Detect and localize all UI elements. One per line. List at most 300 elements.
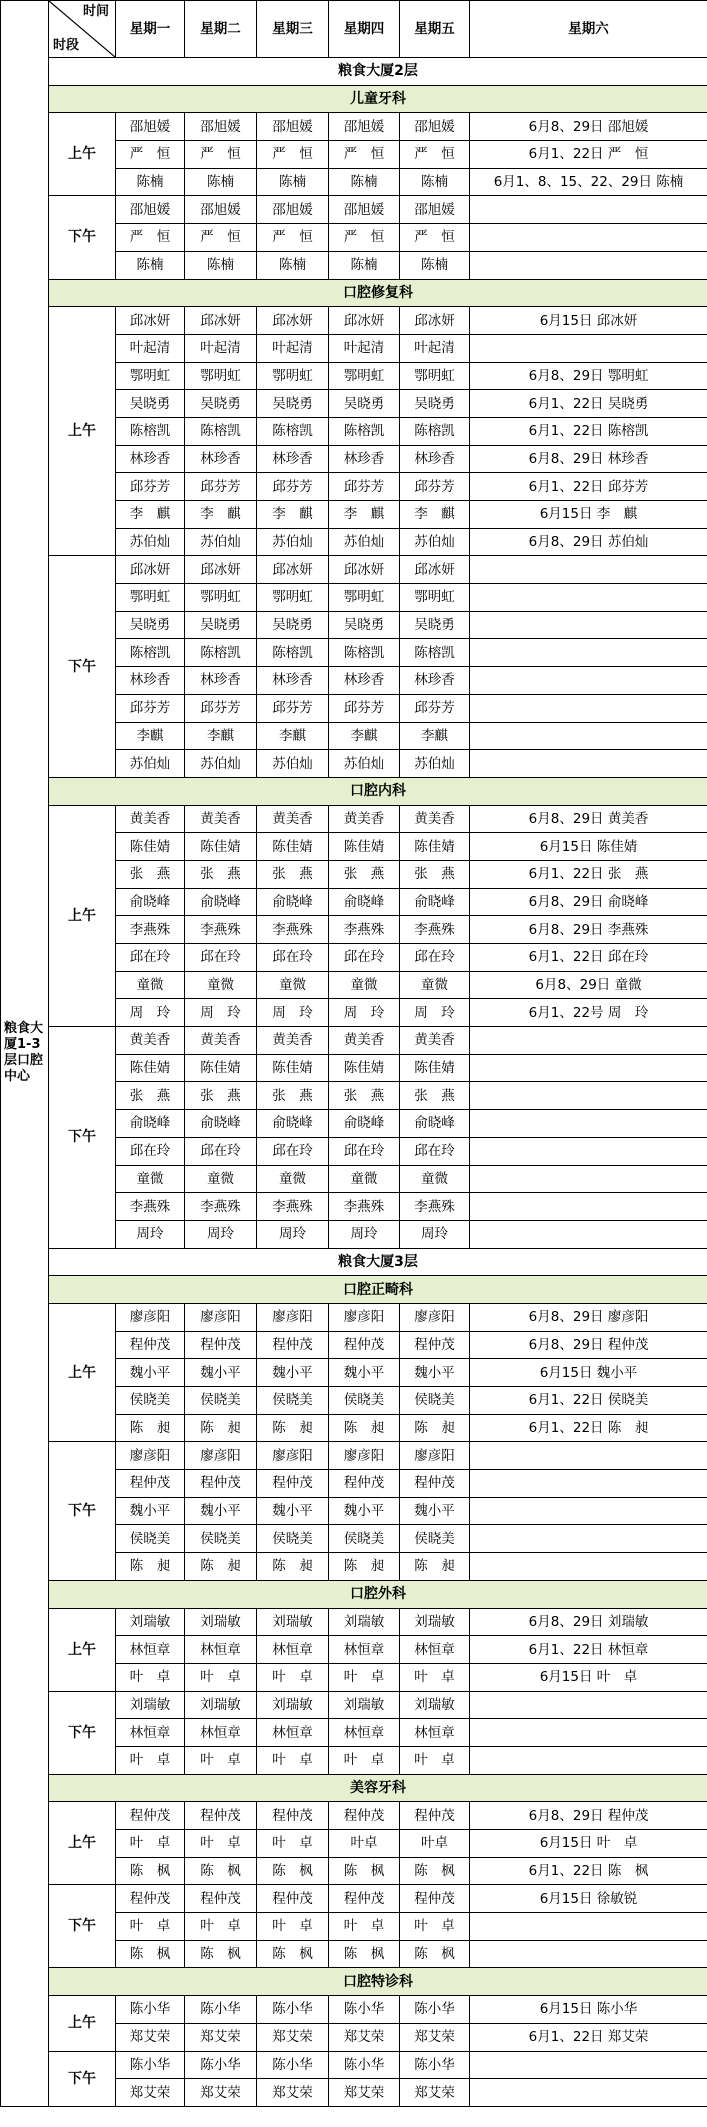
doctor-cell: 邵旭媛 [329, 113, 400, 141]
doctor-cell: 侯晓美 [116, 1525, 185, 1553]
doctor-cell: 魏小平 [116, 1359, 185, 1387]
saturday-cell: 6月15日 邱冰妍 [470, 307, 707, 335]
doctor-cell: 陈小华 [116, 2051, 185, 2079]
header-row [1, 1, 707, 58]
doctor-cell: 林珍香 [400, 667, 470, 695]
doctor-cell: 叶 卓 [116, 1663, 185, 1691]
doctor-cell: 叶 卓 [116, 1830, 185, 1858]
doctor-cell: 郑艾荣 [257, 2079, 329, 2107]
doctor-cell: 叶 卓 [185, 1746, 257, 1774]
doctor-cell: 李燕殊 [257, 916, 329, 944]
saturday-cell: 6月1、8、15、22、29日 陈楠 [470, 168, 707, 196]
department-title: 美容牙科 [49, 1774, 707, 1802]
doctor-cell: 陈 昶 [257, 1414, 329, 1442]
doctor-cell: 俞晓峰 [329, 1110, 400, 1138]
doctor-cell: 林恒章 [185, 1719, 257, 1747]
doctor-cell: 邱冰妍 [329, 307, 400, 335]
doctor-cell: 廖彦阳 [257, 1442, 329, 1470]
doctor-cell: 李麒 [116, 722, 185, 750]
doctor-cell: 程仲茂 [185, 1802, 257, 1830]
doctor-cell: 张 燕 [185, 860, 257, 888]
department-row [1, 1968, 707, 1996]
doctor-cell: 周玲 [329, 1220, 400, 1248]
saturday-cell [470, 1137, 707, 1165]
doctor-cell: 邵旭媛 [116, 113, 185, 141]
doctor-cell: 吴晓勇 [185, 390, 257, 418]
doctor-cell: 邱在玲 [257, 1137, 329, 1165]
department-title: 口腔修复科 [49, 279, 707, 307]
period-label: 下午 [49, 556, 116, 778]
doctor-cell: 黄美香 [400, 805, 470, 833]
doctor-cell: 李 麒 [257, 501, 329, 529]
period-label: 上午 [49, 1608, 116, 1691]
doctor-cell: 童微 [400, 971, 470, 999]
table-row [1, 1802, 707, 1830]
doctor-cell: 张 燕 [116, 1082, 185, 1110]
doctor-cell: 张 燕 [400, 860, 470, 888]
doctor-cell: 陈佳婧 [257, 1054, 329, 1082]
doctor-cell: 鄂明虹 [116, 584, 185, 612]
doctor-cell: 程仲茂 [329, 1802, 400, 1830]
doctor-cell: 童微 [329, 1165, 400, 1193]
period-label: 下午 [49, 196, 116, 279]
doctor-cell: 林恒章 [400, 1636, 470, 1664]
doctor-cell: 陈 昶 [400, 1553, 470, 1581]
saturday-cell: 6月15日 李 麒 [470, 501, 707, 529]
doctor-cell: 魏小平 [185, 1359, 257, 1387]
doctor-cell: 周玲 [116, 1220, 185, 1248]
doctor-cell: 陈小华 [329, 1996, 400, 2024]
doctor-cell: 陈楠 [257, 251, 329, 279]
saturday-cell [470, 1082, 707, 1110]
doctor-cell: 陈 枫 [116, 1940, 185, 1968]
doctor-cell: 陈 昶 [185, 1414, 257, 1442]
doctor-cell: 邱冰妍 [329, 556, 400, 584]
doctor-cell: 陈 昶 [257, 1553, 329, 1581]
doctor-cell: 吴晓勇 [185, 611, 257, 639]
doctor-cell: 邱在玲 [116, 1137, 185, 1165]
doctor-cell: 俞晓峰 [185, 888, 257, 916]
doctor-cell: 郑艾荣 [116, 2079, 185, 2107]
saturday-cell: 6月15日 陈佳婧 [470, 833, 707, 861]
doctor-cell: 林恒章 [400, 1719, 470, 1747]
doctor-cell: 吴晓勇 [257, 390, 329, 418]
doctor-cell: 叶 卓 [257, 1913, 329, 1941]
saturday-cell [470, 584, 707, 612]
doctor-cell: 李 麒 [329, 501, 400, 529]
doctor-cell: 林珍香 [185, 445, 257, 473]
doctor-cell: 黄美香 [116, 805, 185, 833]
doctor-cell: 黄美香 [329, 1027, 400, 1055]
table-row [1, 113, 707, 141]
doctor-cell: 程仲茂 [257, 1802, 329, 1830]
doctor-cell: 廖彦阳 [329, 1303, 400, 1331]
doctor-cell: 李麒 [257, 722, 329, 750]
doctor-cell: 陈 昶 [185, 1553, 257, 1581]
doctor-cell: 鄂明虹 [116, 362, 185, 390]
department-title: 儿童牙科 [49, 85, 707, 113]
doctor-cell: 黄美香 [185, 805, 257, 833]
doctor-cell: 严 恒 [400, 141, 470, 169]
doctor-cell: 刘瑞敏 [116, 1691, 185, 1719]
doctor-cell: 陈 昶 [116, 1414, 185, 1442]
period-label: 下午 [49, 2051, 116, 2106]
doctor-cell: 童微 [116, 971, 185, 999]
saturday-cell [470, 1913, 707, 1941]
doctor-cell: 侯晓美 [257, 1525, 329, 1553]
doctor-cell: 林珍香 [257, 445, 329, 473]
doctor-cell: 吴晓勇 [329, 390, 400, 418]
doctor-cell: 林恒章 [116, 1719, 185, 1747]
doctor-cell: 叶起清 [185, 334, 257, 362]
doctor-cell: 黄美香 [116, 1027, 185, 1055]
saturday-cell [470, 196, 707, 224]
doctor-cell: 林珍香 [257, 667, 329, 695]
doctor-cell: 邱在玲 [257, 944, 329, 972]
doctor-cell: 陈佳婧 [400, 1054, 470, 1082]
doctor-cell: 陈 枫 [185, 1857, 257, 1885]
doctor-cell: 程仲茂 [257, 1885, 329, 1913]
doctor-cell: 侯晓美 [329, 1525, 400, 1553]
doctor-cell: 叶 卓 [329, 1663, 400, 1691]
doctor-cell: 陈楠 [329, 251, 400, 279]
doctor-cell: 邱在玲 [400, 1137, 470, 1165]
saturday-cell [470, 2079, 707, 2107]
doctor-cell: 俞晓峰 [329, 888, 400, 916]
doctor-cell: 李燕殊 [185, 1193, 257, 1221]
doctor-cell: 严 恒 [257, 141, 329, 169]
saturday-cell: 6月15日 叶 卓 [470, 1663, 707, 1691]
doctor-cell: 程仲茂 [116, 1885, 185, 1913]
doctor-cell: 陈楠 [257, 168, 329, 196]
time-slot-corner [49, 1, 116, 58]
doctor-cell: 郑艾荣 [329, 2079, 400, 2107]
doctor-cell: 郑艾荣 [257, 2023, 329, 2051]
doctor-cell: 陈佳婧 [329, 833, 400, 861]
doctor-cell: 叶 卓 [116, 1913, 185, 1941]
doctor-cell: 邵旭媛 [257, 113, 329, 141]
doctor-cell: 鄂明虹 [257, 584, 329, 612]
saturday-cell: 6月8、29日 李燕殊 [470, 916, 707, 944]
doctor-cell: 廖彦阳 [329, 1442, 400, 1470]
doctor-cell: 程仲茂 [185, 1885, 257, 1913]
doctor-cell: 陈榕凯 [257, 639, 329, 667]
doctor-cell: 李燕殊 [116, 1193, 185, 1221]
floor-title: 粮食大厦3层 [49, 1248, 707, 1276]
doctor-cell: 邵旭媛 [185, 196, 257, 224]
doctor-cell: 陈 枫 [257, 1857, 329, 1885]
doctor-cell: 俞晓峰 [400, 1110, 470, 1138]
doctor-cell: 黄美香 [257, 1027, 329, 1055]
doctor-cell: 林恒章 [185, 1636, 257, 1664]
saturday-cell [470, 556, 707, 584]
doctor-cell: 陈小华 [257, 1996, 329, 2024]
doctor-cell: 黄美香 [257, 805, 329, 833]
doctor-cell: 陈佳婧 [400, 833, 470, 861]
doctor-cell: 林珍香 [400, 445, 470, 473]
doctor-cell: 叶 卓 [400, 1913, 470, 1941]
period-label: 下午 [49, 1885, 116, 1968]
doctor-cell: 苏伯灿 [400, 528, 470, 556]
doctor-cell: 邵旭媛 [185, 113, 257, 141]
doctor-cell: 刘瑞敏 [400, 1691, 470, 1719]
doctor-cell: 邱芬芳 [400, 473, 470, 501]
doctor-cell: 叶卓 [400, 1830, 470, 1858]
saturday-cell: 6月1、22日 吴晓勇 [470, 390, 707, 418]
doctor-cell: 周 玲 [257, 999, 329, 1027]
doctor-cell: 李麒 [185, 722, 257, 750]
table-row [1, 307, 707, 335]
doctor-cell: 林珍香 [116, 667, 185, 695]
doctor-cell: 陈楠 [116, 168, 185, 196]
doctor-cell: 张 燕 [116, 860, 185, 888]
doctor-cell: 鄂明虹 [329, 362, 400, 390]
doctor-cell: 侯晓美 [400, 1387, 470, 1415]
doctor-cell: 魏小平 [400, 1359, 470, 1387]
doctor-cell: 郑艾荣 [116, 2023, 185, 2051]
saturday-cell: 6月8、29日 程仲茂 [470, 1802, 707, 1830]
doctor-cell: 邱芬芳 [257, 473, 329, 501]
doctor-cell: 林恒章 [116, 1636, 185, 1664]
doctor-cell: 严 恒 [116, 141, 185, 169]
department-title: 口腔正畸科 [49, 1276, 707, 1304]
doctor-cell: 陈楠 [185, 168, 257, 196]
doctor-cell: 侯晓美 [116, 1387, 185, 1415]
doctor-cell: 程仲茂 [116, 1470, 185, 1498]
doctor-cell: 叶起清 [400, 334, 470, 362]
doctor-cell: 程仲茂 [257, 1470, 329, 1498]
saturday-cell: 6月15日 魏小平 [470, 1359, 707, 1387]
doctor-cell: 陈 枫 [400, 1940, 470, 1968]
doctor-cell: 叶起清 [116, 334, 185, 362]
doctor-cell: 廖彦阳 [400, 1442, 470, 1470]
doctor-cell: 程仲茂 [116, 1802, 185, 1830]
department-title: 口腔内科 [49, 777, 707, 805]
doctor-cell: 严 恒 [116, 224, 185, 252]
doctor-cell: 童微 [185, 1165, 257, 1193]
doctor-cell: 陈楠 [116, 251, 185, 279]
doctor-cell: 郑艾荣 [400, 2023, 470, 2051]
doctor-cell: 廖彦阳 [257, 1303, 329, 1331]
doctor-cell: 陈佳婧 [185, 833, 257, 861]
doctor-cell: 陈佳婧 [116, 833, 185, 861]
saturday-cell: 6月8、29日 苏伯灿 [470, 528, 707, 556]
doctor-cell: 俞晓峰 [400, 888, 470, 916]
doctor-cell: 邱芬芳 [257, 694, 329, 722]
doctor-cell: 邱冰妍 [185, 307, 257, 335]
doctor-cell: 吴晓勇 [400, 390, 470, 418]
doctor-cell: 叶卓 [329, 1830, 400, 1858]
doctor-cell: 陈榕凯 [116, 639, 185, 667]
doctor-cell: 李燕殊 [116, 916, 185, 944]
saturday-cell: 6月8、29日 童微 [470, 971, 707, 999]
period-label: 上午 [49, 1802, 116, 1885]
doctor-cell: 程仲茂 [400, 1885, 470, 1913]
doctor-cell: 邵旭媛 [329, 196, 400, 224]
saturday-cell: 6月1、22日 林恒章 [470, 1636, 707, 1664]
doctor-cell: 邱冰妍 [400, 556, 470, 584]
table-row [1, 1442, 707, 1470]
doctor-cell: 严 恒 [185, 224, 257, 252]
period-label: 下午 [49, 1691, 116, 1774]
doctor-cell: 叶 卓 [257, 1830, 329, 1858]
doctor-cell: 俞晓峰 [257, 1110, 329, 1138]
doctor-cell: 李 麒 [185, 501, 257, 529]
doctor-cell: 周玲 [185, 1220, 257, 1248]
doctor-cell: 魏小平 [257, 1497, 329, 1525]
doctor-cell: 侯晓美 [185, 1387, 257, 1415]
doctor-cell: 叶 卓 [257, 1663, 329, 1691]
doctor-cell: 吴晓勇 [329, 611, 400, 639]
doctor-cell: 黄美香 [185, 1027, 257, 1055]
saturday-cell [470, 1193, 707, 1221]
saturday-cell [470, 1940, 707, 1968]
doctor-cell: 邱在玲 [116, 944, 185, 972]
doctor-cell: 鄂明虹 [400, 362, 470, 390]
doctor-cell: 林珍香 [329, 667, 400, 695]
saturday-cell [470, 639, 707, 667]
doctor-cell: 邱冰妍 [116, 556, 185, 584]
doctor-cell: 俞晓峰 [185, 1110, 257, 1138]
saturday-cell [470, 694, 707, 722]
doctor-cell: 陈 枫 [185, 1940, 257, 1968]
doctor-cell: 陈小华 [329, 2051, 400, 2079]
saturday-cell: 6月8、29日 俞晓峰 [470, 888, 707, 916]
doctor-cell: 魏小平 [257, 1359, 329, 1387]
doctor-cell: 程仲茂 [400, 1802, 470, 1830]
doctor-cell: 李 麒 [400, 501, 470, 529]
saturday-cell [470, 1442, 707, 1470]
table-row [1, 2051, 707, 2079]
saturday-cell [470, 224, 707, 252]
doctor-cell: 程仲茂 [185, 1470, 257, 1498]
department-title: 口腔特诊科 [49, 1968, 707, 1996]
slot-header-label: 时段 [53, 38, 80, 53]
doctor-cell: 邱芬芳 [116, 694, 185, 722]
doctor-cell: 陈佳婧 [257, 833, 329, 861]
doctor-cell: 张 燕 [185, 1082, 257, 1110]
doctor-cell: 俞晓峰 [116, 1110, 185, 1138]
doctor-cell: 苏伯灿 [257, 750, 329, 778]
saturday-cell [470, 722, 707, 750]
doctor-cell: 邱在玲 [185, 1137, 257, 1165]
doctor-cell: 苏伯灿 [116, 528, 185, 556]
doctor-cell: 郑艾荣 [329, 2023, 400, 2051]
doctor-cell: 吴晓勇 [257, 611, 329, 639]
doctor-cell: 严 恒 [329, 141, 400, 169]
doctor-cell: 邱芬芳 [185, 473, 257, 501]
doctor-cell: 邱芬芳 [116, 473, 185, 501]
floor-title: 粮食大厦2层 [49, 58, 707, 86]
period-label: 上午 [49, 307, 116, 556]
doctor-cell: 郑艾荣 [185, 2079, 257, 2107]
saturday-cell [470, 1746, 707, 1774]
doctor-cell: 程仲茂 [185, 1331, 257, 1359]
doctor-cell: 廖彦阳 [185, 1303, 257, 1331]
doctor-cell: 张 燕 [329, 1082, 400, 1110]
doctor-cell: 苏伯灿 [185, 528, 257, 556]
saturday-cell [470, 1054, 707, 1082]
doctor-cell: 李麒 [400, 722, 470, 750]
table-row [1, 1027, 707, 1055]
saturday-cell: 6月1、22号 周 玲 [470, 999, 707, 1027]
department-row [1, 1774, 707, 1802]
doctor-cell: 邵旭媛 [116, 196, 185, 224]
doctor-cell: 陈小华 [400, 1996, 470, 2024]
doctor-cell: 林珍香 [329, 445, 400, 473]
doctor-cell: 廖彦阳 [116, 1442, 185, 1470]
department-title: 口腔外科 [49, 1580, 707, 1608]
doctor-cell: 周 玲 [116, 999, 185, 1027]
doctor-cell: 叶起清 [257, 334, 329, 362]
saturday-cell: 6月8、29日 林珍香 [470, 445, 707, 473]
doctor-cell: 陈楠 [400, 251, 470, 279]
saturday-cell [470, 334, 707, 362]
doctor-cell: 陈 昶 [329, 1553, 400, 1581]
doctor-cell: 邱在玲 [400, 944, 470, 972]
saturday-cell: 6月1、22日 郑艾荣 [470, 2023, 707, 2051]
doctor-cell: 叶 卓 [257, 1746, 329, 1774]
time-header-label: 时间 [82, 4, 109, 19]
floor-row [1, 1248, 707, 1276]
saturday-cell: 6月8、29日 刘瑞敏 [470, 1608, 707, 1636]
doctor-cell: 陈 昶 [116, 1553, 185, 1581]
saturday-cell [470, 1470, 707, 1498]
saturday-cell: 6月15日 陈小华 [470, 1996, 707, 2024]
table-row [1, 1303, 707, 1331]
doctor-cell: 陈佳婧 [329, 1054, 400, 1082]
doctor-cell: 黄美香 [400, 1027, 470, 1055]
doctor-cell: 鄂明虹 [329, 584, 400, 612]
table-row [1, 1608, 707, 1636]
doctor-cell: 邱芬芳 [400, 694, 470, 722]
doctor-cell: 陈 枫 [329, 1857, 400, 1885]
doctor-cell: 陈小华 [185, 1996, 257, 2024]
doctor-cell: 陈榕凯 [400, 639, 470, 667]
doctor-cell: 李燕殊 [400, 916, 470, 944]
doctor-cell: 陈榕凯 [329, 639, 400, 667]
doctor-cell: 林珍香 [185, 667, 257, 695]
doctor-cell: 陈小华 [116, 1996, 185, 2024]
saturday-cell [470, 1525, 707, 1553]
doctor-cell: 童微 [116, 1165, 185, 1193]
doctor-cell: 严 恒 [257, 224, 329, 252]
doctor-cell: 陈佳婧 [185, 1054, 257, 1082]
doctor-cell: 李 麒 [116, 501, 185, 529]
doctor-cell: 陈 枫 [400, 1857, 470, 1885]
table-row [1, 1885, 707, 1913]
doctor-cell: 侯晓美 [257, 1387, 329, 1415]
doctor-cell: 李燕殊 [329, 916, 400, 944]
doctor-cell: 叶 卓 [400, 1663, 470, 1691]
saturday-cell [470, 2051, 707, 2079]
period-label: 上午 [49, 1996, 116, 2051]
saturday-cell [470, 1165, 707, 1193]
saturday-cell [470, 1110, 707, 1138]
doctor-cell: 叶 卓 [185, 1830, 257, 1858]
doctor-cell: 程仲茂 [400, 1331, 470, 1359]
department-row [1, 1276, 707, 1304]
doctor-cell: 程仲茂 [329, 1331, 400, 1359]
doctor-cell: 童微 [257, 1165, 329, 1193]
doctor-cell: 严 恒 [185, 141, 257, 169]
saturday-cell [470, 1719, 707, 1747]
saturday-cell: 6月1、22日 严 恒 [470, 141, 707, 169]
doctor-cell: 林恒章 [329, 1636, 400, 1664]
doctor-cell: 程仲茂 [329, 1470, 400, 1498]
doctor-cell: 廖彦阳 [400, 1303, 470, 1331]
doctor-cell: 侯晓美 [185, 1525, 257, 1553]
